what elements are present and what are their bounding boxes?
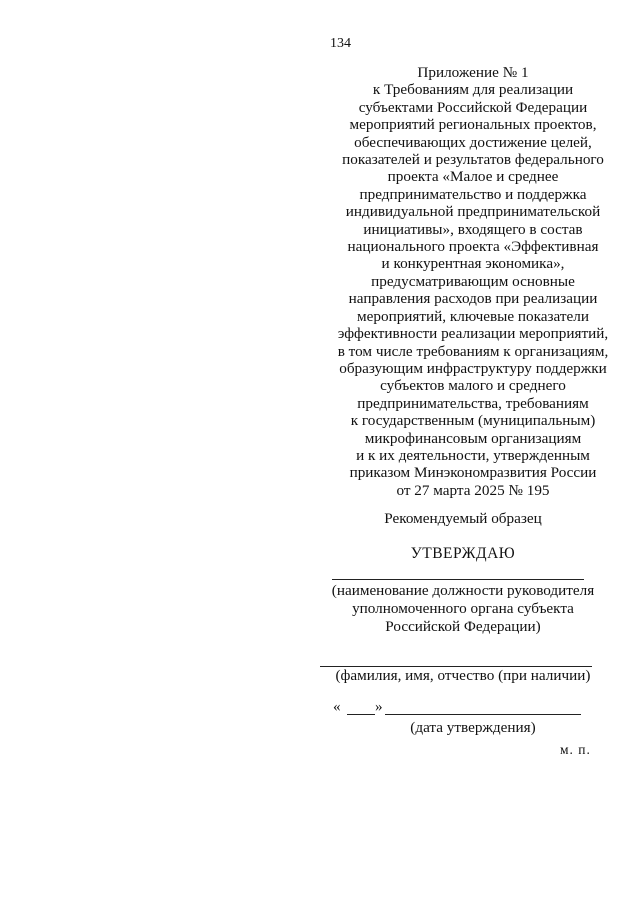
appendix-line: к Требованиям для реализации — [372, 81, 574, 99]
date-month-year-blank — [385, 714, 581, 715]
position-caption-line: уполномоченного органа субъекта — [352, 600, 574, 617]
page-number: 134 — [330, 36, 351, 51]
appendix-line: инициативы», входящего в состав — [363, 220, 583, 238]
appendix-line: обеспечивающих достижение целей, — [354, 133, 592, 151]
appendix-line: национального проекта «Эффективная — [347, 238, 599, 256]
appendix-line: мероприятий региональных проектов, — [349, 116, 597, 134]
appendix-line: проекта «Малое и среднее — [387, 168, 559, 186]
appendix-line: и конкурентная экономика», — [381, 255, 565, 273]
appendix-line: направления расходов при реализации — [348, 290, 598, 308]
appendix-line: от 27 марта 2025 № 195 — [396, 481, 550, 499]
date-caption: (дата утверждения) — [410, 719, 536, 736]
appendix-line: предусматривающим основные — [371, 272, 575, 290]
appendix-header — [318, 64, 628, 499]
appendix-line: микрофинансовым организациям — [364, 429, 582, 447]
appendix-line: эффективности реализации мероприятий, — [337, 325, 609, 343]
appendix-line: Приложение № 1 — [417, 64, 529, 81]
appendix-line: субъектов малого и среднего — [380, 377, 566, 395]
approve-heading: УТВЕРЖДАЮ — [410, 545, 516, 562]
appendix-line: и к их деятельности, утвержденным — [356, 446, 590, 464]
appendix-line: субъектами Российской Федерации — [358, 98, 588, 116]
appendix-line: в том числе требованиям к организациям, — [337, 342, 609, 360]
appendix-line: приказом Минэкономразвития России — [349, 464, 597, 482]
position-caption — [318, 582, 608, 636]
position-caption-line: Российской Федерации) — [385, 618, 541, 635]
date-close-quote: » — [375, 698, 383, 715]
appendix-line: показателей и результатов федерального — [342, 151, 604, 169]
approval-date-field — [333, 698, 593, 720]
position-signature-line — [332, 579, 584, 580]
appendix-line: предпринимательство и поддержка — [359, 185, 587, 203]
date-day-blank — [347, 714, 375, 715]
position-caption-line: (наименование должности руководителя — [331, 582, 595, 599]
appendix-line: к государственным (муниципальным) — [350, 412, 596, 430]
appendix-line: образующим инфраструктуру поддержки — [339, 359, 607, 377]
appendix-line: индивидуальной предпринимательской — [345, 203, 601, 221]
date-open-quote: « — [333, 698, 341, 715]
appendix-line: мероприятий, ключевые показатели — [357, 307, 589, 325]
appendix-line: предпринимательства, требованиям — [357, 394, 589, 412]
recommended-sample-label: Рекомендуемый образец — [384, 510, 542, 527]
stamp-place-mark: м. п. — [560, 742, 591, 757]
name-caption: (фамилия, имя, отчество (при наличии) — [335, 667, 591, 684]
